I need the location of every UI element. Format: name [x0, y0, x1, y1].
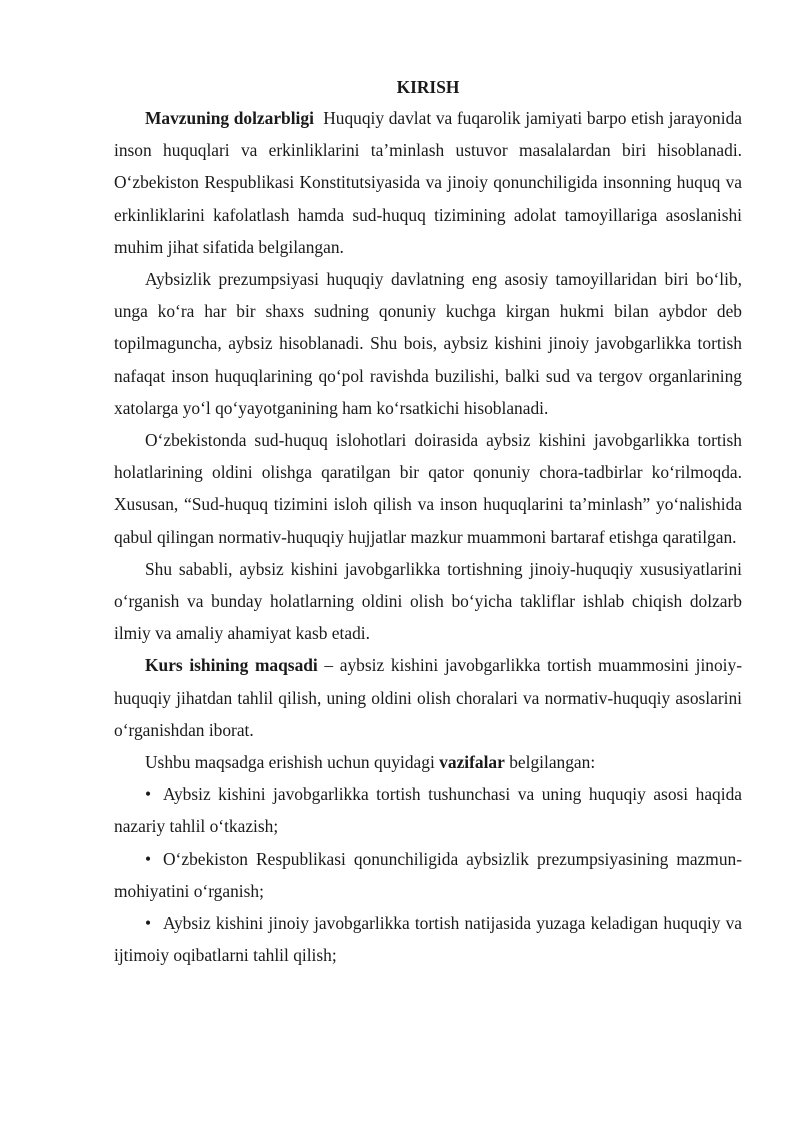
bullet-icon: • — [145, 784, 152, 805]
tasks-intro-bold: vazifalar — [439, 752, 505, 773]
task-list-item — [114, 843, 742, 907]
paragraph-goal-text: – aybsiz kishini javobgarlikka tortish muammosini jinoiy-huquqiy jihatdan tahlil qilish, uning oldini olish choralari va normativ-huquqiy asoslarini o‘rganishdan iborat. — [114, 655, 742, 740]
paragraph-tasks-intro — [114, 746, 742, 778]
task-list-item — [114, 907, 742, 971]
task-text: Aybsiz kishini javobgarlikka tortish tushunchasi va uning huquqiy asosi haqida nazariy tahlil o‘tkazish; — [114, 784, 742, 837]
paragraph-presumption: Aybsizlik prezumpsiyasi huquqiy davlatning eng asosiy tamoyillaridan biri bo‘lib, unga ko‘ra har bir shaxs sudning qonuniy kuchga kirgan hukmi bilan aybdor deb topilmaguncha, aybsiz hisoblanadi. Shu bois, aybsiz kishini jinoiy javobgarlikka tortish nafaqat inson huquqlarining qo‘pol ravishda buzilishi, balki sud va tergov organlarining xatolarga yo‘l qo‘yayotganining ham ko‘rsatkichi hisoblanadi. — [114, 269, 742, 418]
task-list-item — [114, 778, 742, 842]
bullet-icon: • — [145, 848, 152, 869]
paragraph-goal — [114, 649, 742, 746]
page-title: KIRISH — [396, 77, 460, 97]
paragraph-relevance-text: Huquqiy davlat va fuqarolik jamiyati barpo etish jarayonida inson huquqlari va erkinliklarini ta’minlash ustuvor masalalardan biri hisoblanadi. O‘zbekiston Respublikasi Konstitutsiyasida va jinoiy qonunchiligida insonning huquq va erkinliklarini kafolatlash hamda sud-huquq tizimining adolat tamoyillariga asoslanishi muhim jihat sifatida belgilangan. — [114, 108, 742, 257]
task-text: Aybsiz kishini jinoiy javobgarlikka tortish natijasida yuzaga keladigan huquqiy va ijtimoiy oqibatlarni tahlil qilish; — [114, 913, 742, 966]
tasks-intro-before: Ushbu maqsadga erishish uchun quyidagi — [145, 752, 435, 773]
paragraph-importance: Shu sababli, aybsiz kishini javobgarlikka tortishning jinoiy-huquqiy xususiyatlarini o‘rganish va bunday holatlarning oldini olish bo‘yicha takliflar ishlab chiqish dolzarb ilmiy va amaliy ahamiyat kasb etadi. — [114, 558, 742, 644]
paragraph-reforms: O‘zbekistonda sud-huquq islohotlari doirasida aybsiz kishini javobgarlikka tortish holatlarining oldini olishga qaratilgan bir qator qonuniy chora-tadbirlar ko‘rilmoqda. Xususan, “Sud-huquq tizimini isloh qilish va inson huquqlarini ta’minlash” yo‘nalishida qabul qilingan normativ-huquqiy hujjatlar mazkur muammoni bartaraf etishga qaratilgan. — [114, 430, 742, 547]
tasks-intro-after: belgilangan: — [509, 752, 596, 773]
paragraph-relevance-lead: Mavzuning dolzarbligi — [145, 108, 314, 128]
task-text: O‘zbekiston Respublikasi qonunchiligida aybsizlik prezumpsiyasining mazmun-mohiyatini o‘rganish; — [114, 848, 742, 901]
document-page — [114, 72, 742, 971]
bullet-icon: • — [145, 913, 152, 934]
paragraph-relevance — [114, 102, 742, 263]
paragraph-goal-lead: Kurs ishining maqsadi — [145, 655, 318, 676]
